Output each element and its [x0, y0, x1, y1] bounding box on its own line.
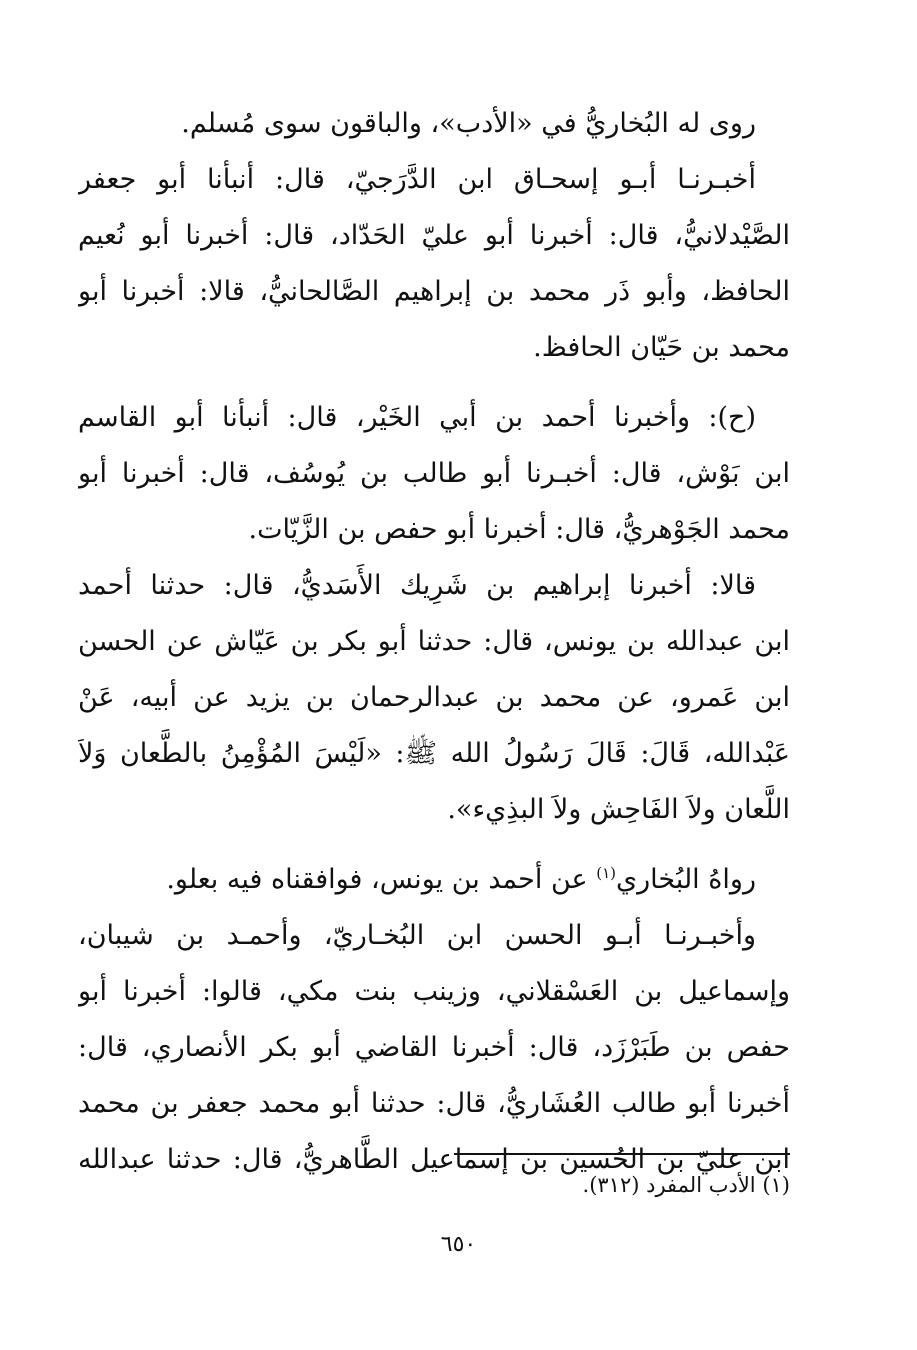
text-line: الحافظ، وأبو ذَر محمد بن إبراهيم الصَّالحانيُّ، قالا: أخبرنا أبو: [78, 276, 790, 307]
text-line: قالا: أخبرنا إبراهيم بن شَرِيك الأَسَديُّ، قال: حدثنا أحمد: [78, 570, 756, 601]
footnote-reference[interactable]: (١): [596, 864, 616, 882]
text-line: ابن عبدالله بن يونس، قال: حدثنا أبو بكر بن عَيّاش عن الحسن: [78, 626, 790, 657]
main-text: [78, 96, 790, 1188]
text-line: ابن بَوْش، قال: أخبـرنا أبو طالب بن يُوسُف، قال: أخبرنا أبو: [78, 458, 790, 489]
page-number: ٦٥٠: [440, 1232, 477, 1257]
text-line: (ح): وأخبرنا أحمد بن أبي الخَيْر، قال: أنبأنا أبو القاسم: [78, 402, 756, 433]
text-line: عَبْدالله، قَالَ: قَالَ رَسُولُ الله ﷺ: «لَيْسَ المُؤْمِنُ بالطَّعان وَلاَ: [78, 738, 790, 769]
text-segment: عن أحمد بن يونس، فوافقناه فيه بعلو.: [166, 864, 597, 895]
text-line: أخبـرنـا أبـو إسحـاق ابن الدَّرَجيّ، قال: أنبأنا أبو جعفر: [78, 164, 756, 195]
text-line: ابن عليّ بن الحُسين بن إسماعيل الطَّاهريُّ، قال: حدثنا عبدالله: [78, 1144, 790, 1175]
text-line: أخبرنا أبو طالب العُشَاريُّ، قال: حدثنا أبو محمد جعفر بن محمد: [78, 1088, 790, 1119]
footnote: (١) الأدب المفرد (٣١٢).: [582, 1173, 790, 1197]
text-line: وأخبـرنـا أبـو الحسن ابن البُخـاريّ، وأحمـد بن شيبان،: [78, 920, 756, 951]
text-line: حفص بن طَبَرْزَد، قال: أخبرنا القاضي أبو بكر الأنصاري، قال:: [78, 1032, 790, 1063]
text-line: ابن عَمرو، عن محمد بن عبدالرحمان بن يزيد عن أبيه، عَنْ: [78, 682, 790, 713]
text-line: روى له البُخاريُّ في «الأدب»، والباقون سوى مُسلم.: [181, 108, 756, 139]
text-line-with-footnote-ref: [78, 852, 790, 908]
text-line: اللَّعان ولاَ الفَاحِش ولاَ البذِيء».: [447, 794, 790, 825]
text-line: محمد بن حَيّان الحافظ.: [533, 332, 790, 363]
text-line: محمد الجَوْهريُّ، قال: أخبرنا أبو حفص بن الزَّيّات.: [248, 514, 790, 545]
text-line: وإسماعيل بن العَسْقلاني، وزينب بنت مكي، قالوا: أخبرنا أبو: [78, 976, 790, 1007]
text-line: الصَّيْدلانيُّ، قال: أخبرنا أبو عليّ الحَدّاد، قال: أخبرنا أبو نُعيم: [78, 220, 790, 251]
text-segment: رواهُ البُخاري: [615, 864, 756, 895]
footnote-divider: [454, 1153, 790, 1155]
